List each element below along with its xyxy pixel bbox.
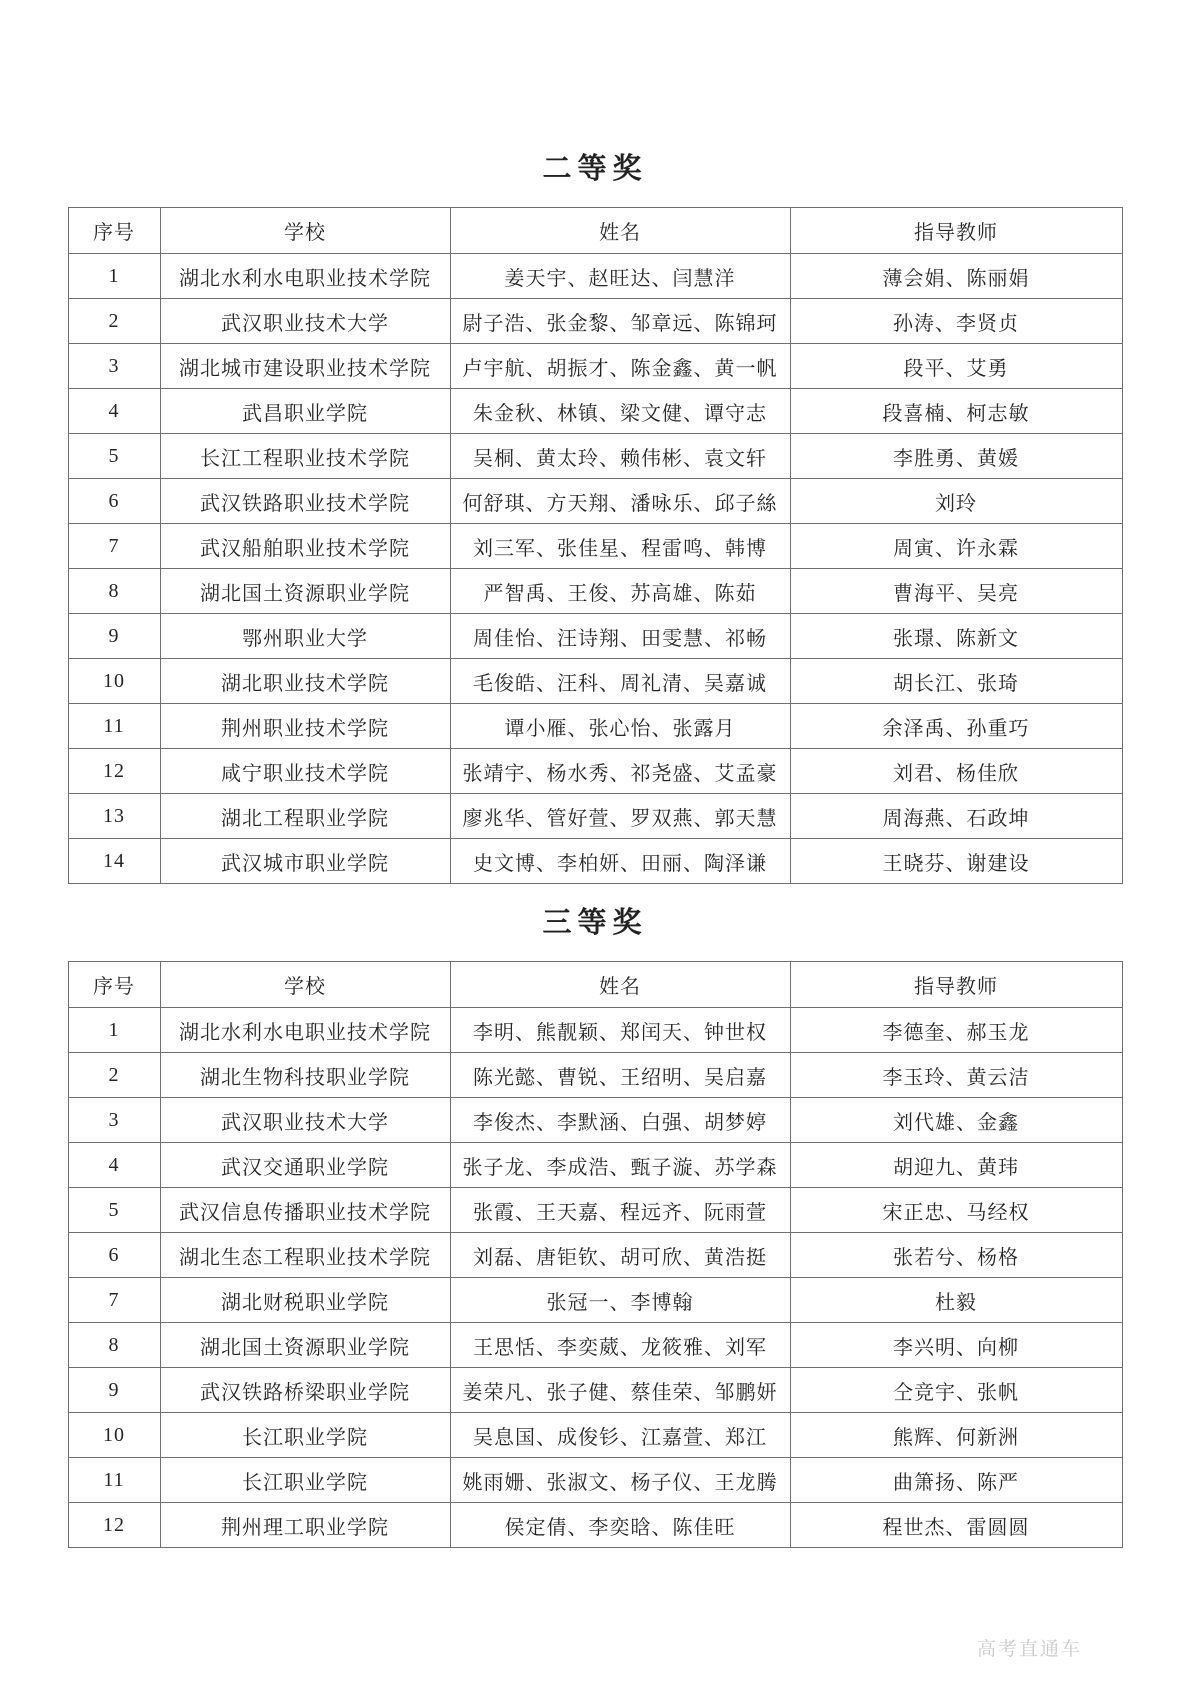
school-cell: 武汉铁路桥梁职业学院 xyxy=(160,1368,450,1413)
school-cell: 武汉铁路职业技术学院 xyxy=(160,479,450,524)
column-header: 指导教师 xyxy=(790,208,1122,254)
names-cell: 李俊杰、李默涵、白强、胡梦婷 xyxy=(450,1098,790,1143)
names-cell: 尉子浩、张金黎、邹章远、陈锦珂 xyxy=(450,299,790,344)
school-cell: 武汉船舶职业技术学院 xyxy=(160,524,450,569)
index-cell: 1 xyxy=(68,1008,160,1053)
school-cell: 湖北财税职业学院 xyxy=(160,1278,450,1323)
table-row xyxy=(68,839,1122,884)
school-cell: 长江职业学院 xyxy=(160,1458,450,1503)
teachers-cell: 宋正忠、马经权 xyxy=(790,1188,1122,1233)
teachers-cell: 程世杰、雷圆圆 xyxy=(790,1503,1122,1548)
table-row xyxy=(68,1503,1122,1548)
names-cell: 卢宇航、胡振才、陈金鑫、黄一帆 xyxy=(450,344,790,389)
table-row xyxy=(68,1233,1122,1278)
school-cell: 湖北水利水电职业技术学院 xyxy=(160,254,450,299)
index-cell: 5 xyxy=(68,1188,160,1233)
index-cell: 1 xyxy=(68,254,160,299)
column-header: 姓名 xyxy=(450,208,790,254)
watermark: 高考直通车 xyxy=(976,1639,1082,1660)
index-cell: 12 xyxy=(68,1503,160,1548)
index-cell: 8 xyxy=(68,1323,160,1368)
school-cell: 长江职业学院 xyxy=(160,1413,450,1458)
table-row xyxy=(68,434,1122,479)
school-cell: 湖北生态工程职业技术学院 xyxy=(160,1233,450,1278)
school-cell: 武汉信息传播职业技术学院 xyxy=(160,1188,450,1233)
school-cell: 湖北国土资源职业学院 xyxy=(160,1323,450,1368)
teachers-cell: 胡长江、张琦 xyxy=(790,659,1122,704)
table-body xyxy=(68,254,1122,884)
school-cell: 武汉职业技术大学 xyxy=(160,1098,450,1143)
table-row xyxy=(68,389,1122,434)
column-header: 指导教师 xyxy=(790,962,1122,1008)
table-row xyxy=(68,254,1122,299)
school-cell: 湖北工程职业学院 xyxy=(160,794,450,839)
table-row xyxy=(68,569,1122,614)
table-row xyxy=(68,524,1122,569)
names-cell: 张冠一、李博翰 xyxy=(450,1278,790,1323)
header-row xyxy=(68,962,1122,1008)
table-row xyxy=(68,1368,1122,1413)
table-row xyxy=(68,1053,1122,1098)
names-cell: 朱金秋、林镇、梁文健、谭守志 xyxy=(450,389,790,434)
table-row xyxy=(68,1098,1122,1143)
names-cell: 李明、熊靓颖、郑闰天、钟世权 xyxy=(450,1008,790,1053)
index-cell: 7 xyxy=(68,524,160,569)
names-cell: 王思恬、李奕葳、龙筱雅、刘军 xyxy=(450,1323,790,1368)
teachers-cell: 张璟、陈新文 xyxy=(790,614,1122,659)
names-cell: 姜荣凡、张子健、蔡佳荣、邹鹏妍 xyxy=(450,1368,790,1413)
names-cell: 刘三军、张佳星、程雷鸣、韩博 xyxy=(450,524,790,569)
index-cell: 12 xyxy=(68,749,160,794)
names-cell: 张子龙、李成浩、甄子漩、苏学森 xyxy=(450,1143,790,1188)
teachers-cell: 杜毅 xyxy=(790,1278,1122,1323)
teachers-cell: 余泽禹、孙重巧 xyxy=(790,704,1122,749)
table-header xyxy=(68,208,1122,254)
school-cell: 武汉交通职业学院 xyxy=(160,1143,450,1188)
column-header: 序号 xyxy=(68,208,160,254)
teachers-cell: 王晓芬、谢建设 xyxy=(790,839,1122,884)
teachers-cell: 曹海平、吴亮 xyxy=(790,569,1122,614)
index-cell: 10 xyxy=(68,1413,160,1458)
index-cell: 10 xyxy=(68,659,160,704)
names-cell: 廖兆华、管好萱、罗双燕、郭天慧 xyxy=(450,794,790,839)
index-cell: 5 xyxy=(68,434,160,479)
index-cell: 11 xyxy=(68,1458,160,1503)
table-row xyxy=(68,344,1122,389)
school-cell: 武汉职业技术大学 xyxy=(160,299,450,344)
column-header: 学校 xyxy=(160,962,450,1008)
school-cell: 荆州职业技术学院 xyxy=(160,704,450,749)
names-cell: 史文博、李柏妍、田丽、陶泽谦 xyxy=(450,839,790,884)
school-cell: 湖北职业技术学院 xyxy=(160,659,450,704)
school-cell: 湖北城市建设职业技术学院 xyxy=(160,344,450,389)
table-row xyxy=(68,1413,1122,1458)
column-header: 序号 xyxy=(68,962,160,1008)
names-cell: 周佳怡、汪诗翔、田雯慧、祁畅 xyxy=(450,614,790,659)
names-cell: 吴桐、黄太玲、赖伟彬、袁文轩 xyxy=(450,434,790,479)
index-cell: 11 xyxy=(68,704,160,749)
names-cell: 姚雨姗、张淑文、杨子仪、王龙腾 xyxy=(450,1458,790,1503)
teachers-cell: 李兴明、向柳 xyxy=(790,1323,1122,1368)
names-cell: 严智禹、王俊、苏高雄、陈茹 xyxy=(450,569,790,614)
index-cell: 9 xyxy=(68,1368,160,1413)
school-cell: 咸宁职业技术学院 xyxy=(160,749,450,794)
index-cell: 4 xyxy=(68,1143,160,1188)
names-cell: 何舒琪、方天翔、潘咏乐、邱子絲 xyxy=(450,479,790,524)
table-header xyxy=(68,962,1122,1008)
teachers-cell: 刘代雄、金鑫 xyxy=(790,1098,1122,1143)
table-row xyxy=(68,1143,1122,1188)
index-cell: 6 xyxy=(68,479,160,524)
teachers-cell: 薄会娟、陈丽娟 xyxy=(790,254,1122,299)
table-row xyxy=(68,749,1122,794)
index-cell: 13 xyxy=(68,794,160,839)
second-prize-section xyxy=(0,146,1190,884)
school-cell: 湖北国土资源职业学院 xyxy=(160,569,450,614)
third-prize-section xyxy=(0,900,1190,1548)
teachers-cell: 段喜楠、柯志敏 xyxy=(790,389,1122,434)
teachers-cell: 仝竞宇、张帆 xyxy=(790,1368,1122,1413)
teachers-cell: 段平、艾勇 xyxy=(790,344,1122,389)
names-cell: 侯定倩、李奕晗、陈佳旺 xyxy=(450,1503,790,1548)
school-cell: 武汉城市职业学院 xyxy=(160,839,450,884)
names-cell: 吴息国、成俊钐、江嘉萱、郑江 xyxy=(450,1413,790,1458)
column-header: 学校 xyxy=(160,208,450,254)
names-cell: 毛俊皓、汪科、周礼清、吴嘉诚 xyxy=(450,659,790,704)
school-cell: 湖北生物科技职业学院 xyxy=(160,1053,450,1098)
names-cell: 陈光懿、曹锐、王绍明、吴启嘉 xyxy=(450,1053,790,1098)
index-cell: 4 xyxy=(68,389,160,434)
names-cell: 姜天宇、赵旺达、闫慧洋 xyxy=(450,254,790,299)
names-cell: 谭小雁、张心怡、张露月 xyxy=(450,704,790,749)
teachers-cell: 周寅、许永霖 xyxy=(790,524,1122,569)
index-cell: 6 xyxy=(68,1233,160,1278)
index-cell: 7 xyxy=(68,1278,160,1323)
table-row xyxy=(68,1188,1122,1233)
table-row xyxy=(68,299,1122,344)
teachers-cell: 张若兮、杨格 xyxy=(790,1233,1122,1278)
index-cell: 9 xyxy=(68,614,160,659)
table-row xyxy=(68,1458,1122,1503)
table-row xyxy=(68,1008,1122,1053)
teachers-cell: 刘玲 xyxy=(790,479,1122,524)
table-row xyxy=(68,1323,1122,1368)
index-cell: 3 xyxy=(68,1098,160,1143)
school-cell: 武昌职业学院 xyxy=(160,389,450,434)
table-body xyxy=(68,1008,1122,1548)
teachers-cell: 曲箫扬、陈严 xyxy=(790,1458,1122,1503)
index-cell: 2 xyxy=(68,1053,160,1098)
index-cell: 14 xyxy=(68,839,160,884)
school-cell: 长江工程职业技术学院 xyxy=(160,434,450,479)
table-row xyxy=(68,614,1122,659)
teachers-cell: 熊辉、何新洲 xyxy=(790,1413,1122,1458)
column-header: 姓名 xyxy=(450,962,790,1008)
table-row xyxy=(68,704,1122,749)
index-cell: 3 xyxy=(68,344,160,389)
third-prize-title: 三等奖 xyxy=(542,907,648,939)
teachers-cell: 孙涛、李贤贞 xyxy=(790,299,1122,344)
table-row xyxy=(68,479,1122,524)
teachers-cell: 刘君、杨佳欣 xyxy=(790,749,1122,794)
teachers-cell: 李玉玲、黄云洁 xyxy=(790,1053,1122,1098)
index-cell: 8 xyxy=(68,569,160,614)
school-cell: 鄂州职业大学 xyxy=(160,614,450,659)
second-prize-table xyxy=(68,207,1123,884)
table-row xyxy=(68,794,1122,839)
table-row xyxy=(68,1278,1122,1323)
teachers-cell: 李德奎、郝玉龙 xyxy=(790,1008,1122,1053)
second-prize-title: 二等奖 xyxy=(542,153,648,185)
names-cell: 刘磊、唐钜钦、胡可欣、黄浩挺 xyxy=(450,1233,790,1278)
table-row xyxy=(68,659,1122,704)
teachers-cell: 胡迎九、黄玮 xyxy=(790,1143,1122,1188)
names-cell: 张靖宇、杨水秀、祁尧盛、艾孟豪 xyxy=(450,749,790,794)
school-cell: 湖北水利水电职业技术学院 xyxy=(160,1008,450,1053)
third-prize-table xyxy=(68,961,1123,1548)
teachers-cell: 周海燕、石政坤 xyxy=(790,794,1122,839)
index-cell: 2 xyxy=(68,299,160,344)
school-cell: 荆州理工职业学院 xyxy=(160,1503,450,1548)
names-cell: 张霞、王天嘉、程远齐、阮雨萱 xyxy=(450,1188,790,1233)
teachers-cell: 李胜勇、黄媛 xyxy=(790,434,1122,479)
header-row xyxy=(68,208,1122,254)
